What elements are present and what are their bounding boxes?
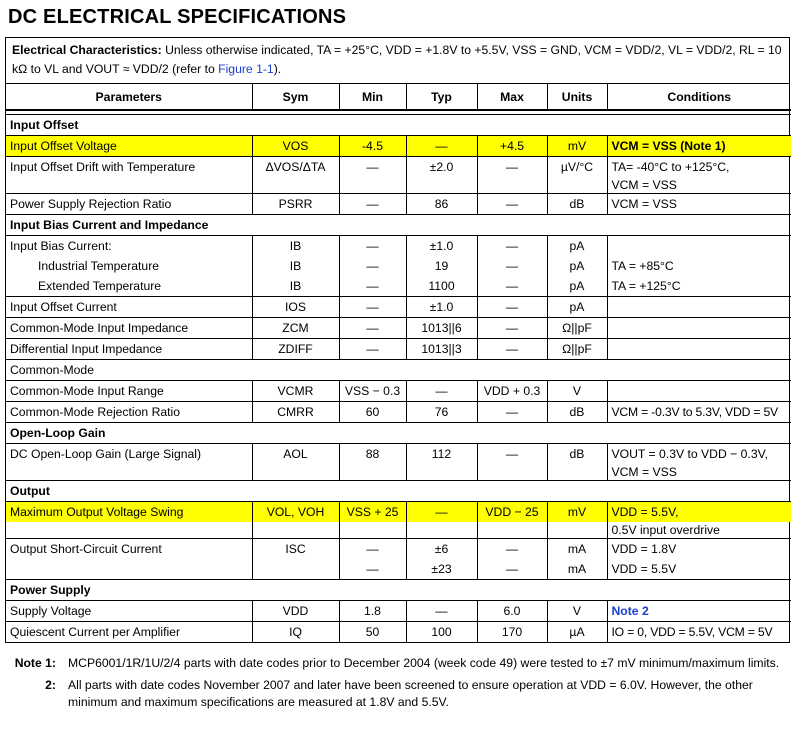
param-cell: Output Short-Circuit Current — [6, 539, 252, 580]
typ-cell: — — [406, 381, 477, 402]
note-item — [10, 677, 790, 711]
param-cell: Differential Input Impedance — [6, 339, 252, 360]
max-cell: — — [477, 318, 547, 339]
cond-cell — [607, 339, 791, 360]
cond-cell — [607, 381, 791, 402]
max-cell: — — [477, 194, 547, 215]
param-cell: Extended Temperature — [6, 276, 252, 297]
col-units: Units — [547, 84, 607, 110]
cond-cell — [607, 236, 791, 257]
col-parameters: Parameters — [6, 84, 252, 110]
typ-value: ±23 — [431, 562, 452, 576]
typ-cell: 19 — [406, 256, 477, 276]
note-label: Note 1: — [14, 656, 56, 670]
param-cell: Common-Mode Input Range — [6, 381, 252, 402]
min-cell: 50 — [339, 622, 406, 643]
conditions-text: Unless otherwise indicated, TA = +25°C, VDD = +1.8V to +5.5V, VSS = GND, VCM = VDD/2, VL = VDD/2, RL = 10 kΩ to VL and VOUT ≈ VDD/2 (refer to — [12, 43, 782, 76]
typ-value: ±6 — [434, 542, 449, 556]
max-cell — [477, 539, 547, 580]
units-cell: Ω||pF — [547, 318, 607, 339]
param-cell: Power Supply Rejection Ratio — [6, 194, 252, 215]
sym-cell: PSRR — [252, 194, 339, 215]
conditions-label: Electrical Characteristics: — [12, 43, 162, 57]
sym-cell: VDD — [252, 601, 339, 622]
sym-cell: ΔVOS/ΔTA — [252, 157, 339, 194]
table-row — [6, 381, 791, 402]
cond-cell: IO = 0, VDD = 5.5V, VCM = 5V — [607, 622, 791, 643]
typ-cell: ±1.0 — [406, 236, 477, 257]
electrical-conditions — [6, 38, 789, 84]
param-cell: Input Bias Current: — [10, 239, 112, 253]
sym-cell: VOL, VOH — [252, 502, 339, 539]
cond-cell — [607, 318, 791, 339]
typ-cell: ±2.0 — [406, 157, 477, 194]
cond-cell: VCM = VSS — [607, 194, 791, 215]
min-cell: — — [339, 194, 406, 215]
typ-cell — [406, 539, 477, 580]
units-cell: V — [547, 381, 607, 402]
param-cell: Maximum Output Voltage Swing — [6, 502, 252, 539]
param-cell: Supply Voltage — [6, 601, 252, 622]
units-cell: pA — [547, 256, 607, 276]
table-row — [6, 194, 791, 215]
units-cell: dB — [547, 444, 607, 481]
min-cell: -4.5 — [339, 136, 406, 157]
typ-cell: ±1.0 — [406, 297, 477, 318]
typ-cell: — — [406, 502, 477, 539]
units-cell: pA — [547, 297, 607, 318]
col-min: Min — [339, 84, 406, 110]
min-cell: — — [339, 276, 406, 297]
table-row — [6, 276, 791, 297]
typ-cell: 100 — [406, 622, 477, 643]
section-open-loop: Open-Loop Gain — [6, 423, 791, 444]
cond-cell — [607, 539, 791, 580]
param-cell: Input Offset Current — [6, 297, 252, 318]
typ-cell: 76 — [406, 402, 477, 423]
units-cell: dB — [547, 402, 607, 423]
cond-line: VDD = 5.5V — [611, 562, 677, 576]
min-cell: — — [339, 236, 406, 257]
section-power: Power Supply — [6, 580, 791, 601]
col-sym: Sym — [252, 84, 339, 110]
max-value: — — [505, 542, 519, 556]
table-row — [6, 339, 791, 360]
cond-cell — [607, 297, 791, 318]
typ-cell: — — [406, 136, 477, 157]
units-cell: V — [547, 601, 607, 622]
cond-cell: VCM = -0.3V to 5.3V, VDD = 5V — [607, 402, 791, 423]
min-cell: 60 — [339, 402, 406, 423]
max-cell: — — [477, 157, 547, 194]
units-cell: pA — [547, 236, 607, 257]
typ-cell: — — [406, 601, 477, 622]
sym-cell: IB — [252, 256, 339, 276]
min-cell: VSS + 25 — [339, 502, 406, 539]
param-cell: DC Open-Loop Gain (Large Signal) — [6, 444, 252, 481]
units-cell: µA — [547, 622, 607, 643]
param-cell: Industrial Temperature — [38, 259, 160, 273]
section-output: Output — [6, 481, 791, 502]
param-cell: Input Offset Voltage — [6, 136, 252, 157]
table-row — [6, 157, 791, 194]
param-cell: Common-Mode Input Impedance — [6, 318, 252, 339]
note-text: MCP6001/1R/1U/2/4 parts with date codes prior to December 2004 (week code 49) were tested to ±7 mV minimum/maximum limits. — [68, 656, 780, 670]
cond-line: VCM = VSS — [611, 178, 677, 192]
typ-cell: 112 — [406, 444, 477, 481]
spec-table-frame — [5, 37, 790, 643]
max-cell: VDD + 0.3 — [477, 381, 547, 402]
table-row — [6, 236, 791, 257]
cond-line: VOUT = 0.3V to VDD − 0.3V, — [611, 447, 768, 461]
table-row — [6, 256, 791, 276]
table-row — [6, 539, 791, 580]
param-cell: Quiescent Current per Amplifier — [10, 625, 181, 639]
min-cell: VSS − 0.3 — [339, 381, 406, 402]
max-cell: +4.5 — [477, 136, 547, 157]
cond-cell: VCM = VSS (Note 1) — [607, 136, 791, 157]
cond-line: VDD = 1.8V — [611, 542, 677, 556]
units-cell: mV — [547, 136, 607, 157]
max-value: — — [505, 562, 519, 576]
min-value: — — [366, 562, 379, 576]
max-cell: — — [477, 402, 547, 423]
cond-line: 0.5V input overdrive — [612, 522, 788, 538]
max-cell: 6.0 — [477, 601, 547, 622]
cond-cell — [607, 502, 791, 539]
cond-cell — [607, 444, 791, 481]
sym-cell: ZDIFF — [252, 339, 339, 360]
units-value: mA — [567, 542, 587, 556]
section-input-bias: Input Bias Current and Impedance — [6, 215, 791, 236]
table-row — [6, 444, 791, 481]
min-value: — — [366, 542, 379, 556]
sym-cell: IB — [252, 236, 339, 257]
col-max: Max — [477, 84, 547, 110]
max-cell: — — [477, 236, 547, 257]
sym-cell: VCMR — [252, 381, 339, 402]
typ-cell: 1100 — [406, 276, 477, 297]
cond-cell — [607, 157, 791, 194]
sym-cell: ISC — [252, 539, 339, 580]
units-cell: pA — [547, 276, 607, 297]
units-cell: Ω||pF — [547, 339, 607, 360]
max-cell: — — [477, 276, 547, 297]
cond-line: VDD = 5.5V, — [611, 505, 679, 519]
table-row — [6, 622, 791, 643]
cond-cell: TA = +85°C — [607, 256, 791, 276]
cond-line: TA= -40°C to +125°C, — [611, 160, 730, 174]
conditions-after: ). — [273, 62, 282, 76]
table-row — [6, 402, 791, 423]
sym-cell: IQ — [252, 622, 339, 643]
note-label: 2: — [45, 678, 56, 692]
spec-table — [6, 84, 791, 642]
col-typ: Typ — [406, 84, 477, 110]
min-cell: 88 — [339, 444, 406, 481]
typ-cell: 86 — [406, 194, 477, 215]
sym-cell: AOL — [252, 444, 339, 481]
figure-link[interactable]: Figure 1-1 — [218, 62, 274, 76]
param-cell: Input Offset Drift with Temperature — [6, 157, 252, 194]
table-row — [6, 601, 791, 622]
table-row — [6, 502, 791, 539]
min-cell: — — [339, 297, 406, 318]
min-cell: — — [339, 256, 406, 276]
max-cell: 170 — [477, 622, 547, 643]
typ-cell: 1013||6 — [406, 318, 477, 339]
table-row — [6, 297, 791, 318]
min-cell: — — [339, 339, 406, 360]
cond-line: VCM = VSS — [611, 465, 677, 479]
sym-cell: ZCM — [252, 318, 339, 339]
max-cell: — — [477, 256, 547, 276]
min-cell: — — [339, 157, 406, 194]
min-cell: 1.8 — [339, 601, 406, 622]
sym-cell: IOS — [252, 297, 339, 318]
units-value: mA — [567, 562, 587, 576]
table-row — [6, 136, 791, 157]
table-row — [6, 318, 791, 339]
note-text: All parts with date codes November 2007 and later have been screened to ensure operation at VDD = 6.0V. However, the other minimum and maximum specifications are measured at 1.8V and 5.5V. — [68, 678, 753, 709]
page-title: DC ELECTRICAL SPECIFICATIONS — [8, 6, 347, 28]
col-conditions: Conditions — [607, 84, 791, 110]
units-cell: dB — [547, 194, 607, 215]
min-cell — [339, 539, 406, 580]
header-row — [6, 84, 791, 110]
max-cell: — — [477, 297, 547, 318]
max-cell: — — [477, 339, 547, 360]
units-cell — [547, 539, 607, 580]
cond-cell: TA = +125°C — [607, 276, 791, 297]
units-cell: mV — [547, 502, 607, 539]
max-cell: VDD − 25 — [477, 502, 547, 539]
min-cell: — — [339, 318, 406, 339]
max-cell: — — [477, 444, 547, 481]
sym-cell: CMRR — [252, 402, 339, 423]
units-cell: µV/°C — [547, 157, 607, 194]
section-input-offset: Input Offset — [6, 115, 791, 136]
sym-cell: IB — [252, 276, 339, 297]
param-cell: Common-Mode Rejection Ratio — [6, 402, 252, 423]
typ-cell: 1013||3 — [406, 339, 477, 360]
sym-cell: VOS — [252, 136, 339, 157]
note-item — [10, 655, 790, 672]
notes — [10, 655, 790, 716]
section-common-mode: Common-Mode — [6, 360, 791, 381]
note-2-link[interactable]: Note 2 — [607, 601, 791, 622]
